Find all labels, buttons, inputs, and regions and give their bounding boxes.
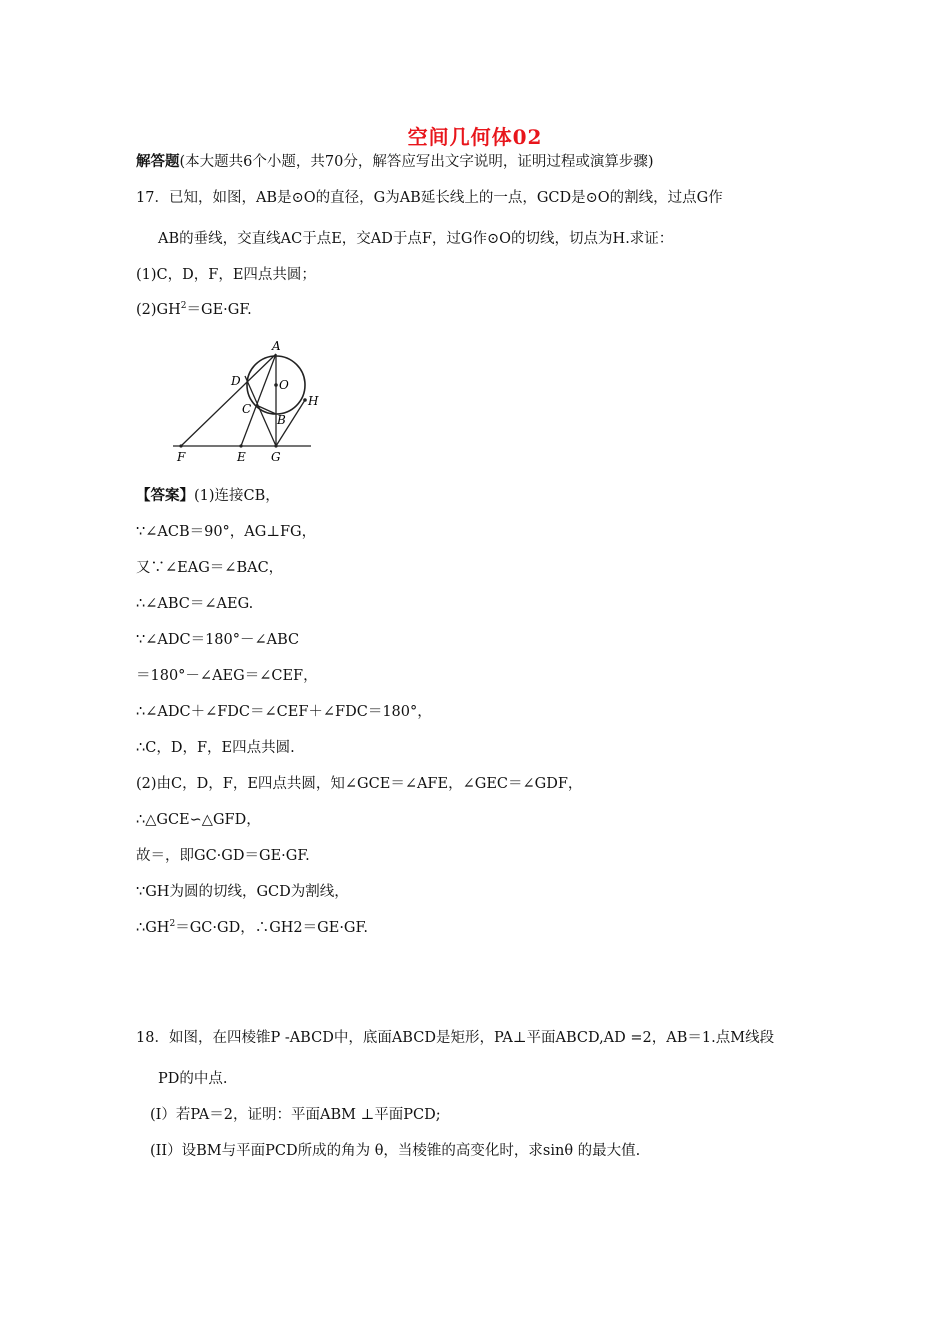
answer-last-sup: 2 bbox=[169, 919, 176, 930]
q17-part2-sup: 2 bbox=[180, 301, 187, 312]
line-af bbox=[181, 354, 276, 446]
q18-line1: 18．如图，在四棱锥P -ABCD中，底面ABCD是矩形，PA⊥平面ABCD,AD =2，AB＝1.点M线段 bbox=[136, 1030, 775, 1046]
label-h: H bbox=[308, 394, 319, 408]
point-e bbox=[239, 444, 242, 447]
q18-part1: (I）若PA＝2，证明：平面ABM ⊥平面PCD; bbox=[150, 1107, 441, 1123]
section-header bbox=[136, 152, 654, 172]
point-f bbox=[179, 444, 182, 447]
point-o bbox=[274, 383, 278, 387]
label-o: O bbox=[279, 378, 289, 392]
answer-line: (2)由C，D，F，E四点共圆，知∠GCE＝∠AFE，∠GEC＝∠GDF， bbox=[136, 776, 583, 792]
label-g: G bbox=[271, 450, 281, 464]
section-note: (本大题共6个小题，共70分，解答应写出文字说明，证明过程或演算步骤) bbox=[179, 154, 654, 170]
answer-line: ＝180°－∠AEG＝∠CEF， bbox=[136, 668, 318, 684]
answer-last-post: ＝GC·GD，∴GH2＝GE·GF. bbox=[175, 920, 368, 936]
label-c: C bbox=[242, 402, 252, 416]
q17-line2: AB的垂线，交直线AC于点E，交AD于点F，过G作⊙O的切线，切点为H.求证： bbox=[158, 231, 674, 247]
answer-line: 故＝，即GC·GD＝GE·GF. bbox=[136, 848, 310, 864]
answer-line: ∵∠ADC＝180°－∠ABC bbox=[136, 632, 300, 648]
q17-part2-post: ＝GE·GF. bbox=[186, 302, 252, 318]
q17-line1: 17．已知，如图，AB是⊙O的直径，G为AB延长线上的一点，GCD是⊙O的割线，过点G作 bbox=[136, 190, 723, 206]
label-b: B bbox=[277, 413, 286, 427]
q18-part2: (II）设BM与平面PCD所成的角为 θ，当棱锥的高变化时，求sinθ 的最大值. bbox=[150, 1143, 641, 1159]
answer-line: ∴△GCE∽△GFD， bbox=[136, 812, 261, 828]
section-heading: 解答题 bbox=[136, 153, 180, 170]
answer-line: ∴C，D，F，E四点共圆. bbox=[136, 740, 295, 756]
q17-part2 bbox=[136, 300, 252, 320]
label-a: A bbox=[272, 339, 281, 353]
page-title: 空间几何体02 bbox=[407, 125, 543, 149]
q17-part2-pre: (2)GH bbox=[136, 302, 181, 318]
answer-last-pre: ∴GH bbox=[136, 920, 170, 936]
line-ae bbox=[241, 354, 276, 446]
answer-line: 又∵∠EAG＝∠BAC， bbox=[136, 560, 284, 576]
q17-figure bbox=[165, 335, 325, 470]
answer-first: (1)连接CB， bbox=[194, 488, 280, 504]
answer-line: ∵GH为圆的切线，GCD为割线， bbox=[136, 884, 349, 900]
point-h bbox=[303, 398, 307, 402]
answer-first-line bbox=[136, 486, 280, 506]
answer-tag: 【答案】 bbox=[136, 487, 194, 504]
label-e: E bbox=[237, 450, 246, 464]
label-f: F bbox=[177, 450, 186, 464]
label-d: D bbox=[231, 374, 241, 388]
point-g bbox=[274, 444, 277, 447]
q18-line2: PD的中点. bbox=[158, 1071, 228, 1087]
answer-line: ∵∠ACB＝90°，AG⊥FG， bbox=[136, 524, 317, 540]
answer-line: ∴∠ADC＋∠FDC＝∠CEF＋∠FDC＝180°， bbox=[136, 704, 432, 720]
answer-last-line bbox=[136, 918, 368, 938]
q17-part1: (1)C，D，F，E四点共圆； bbox=[136, 267, 316, 283]
answer-line: ∴∠ABC＝∠AEG. bbox=[136, 596, 254, 612]
